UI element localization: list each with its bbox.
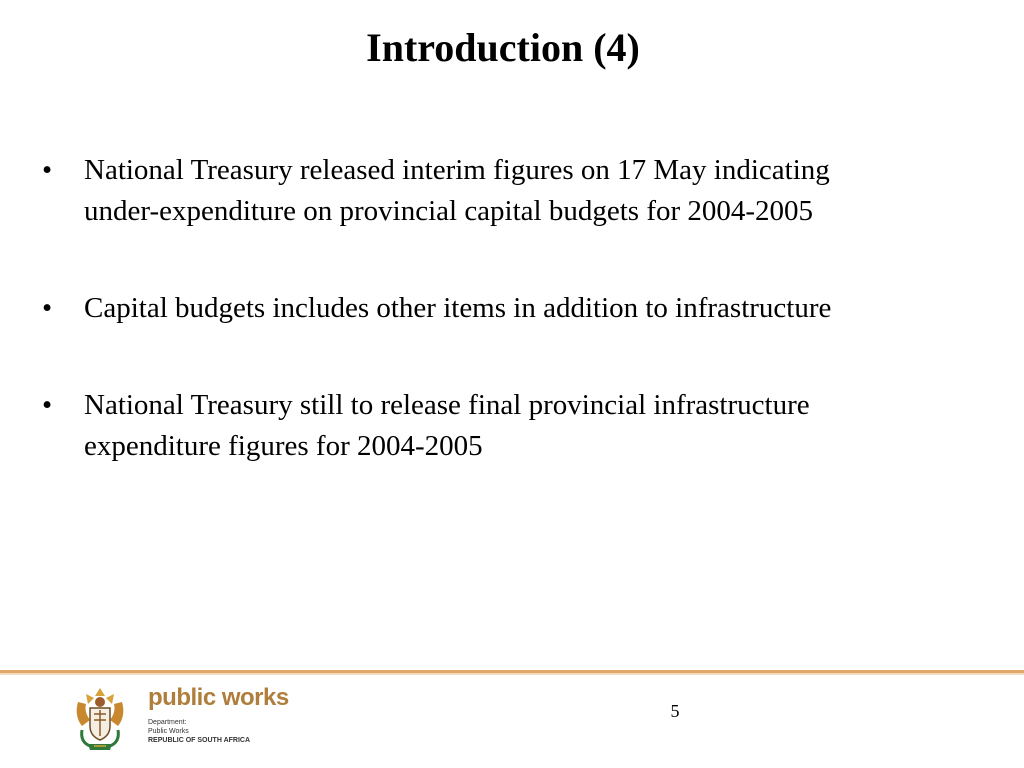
bullet-list — [42, 150, 902, 523]
bullet-text: National Treasury released interim figures on 17 May indicating under-expenditure on provincial capital budgets for 2004-2005 — [84, 154, 830, 227]
logo-department-name: Public Works — [148, 728, 189, 735]
footer-divider-shadow — [0, 673, 1024, 675]
bullet-item — [42, 385, 902, 467]
bullet-item — [42, 288, 902, 329]
public-works-logo — [72, 684, 292, 756]
bullet-marker: • — [42, 389, 53, 421]
bullet-marker: • — [42, 154, 53, 186]
bullet-item — [42, 150, 902, 232]
logo-country: REPUBLIC OF SOUTH AFRICA — [148, 737, 251, 744]
logo-wordmark: public works — [148, 684, 289, 711]
bullet-text: Capital budgets includes other items in addition to infrastructure — [84, 292, 832, 324]
coat-of-arms-icon — [72, 686, 128, 752]
slide-title: Introduction (4) — [366, 25, 640, 70]
bullet-marker: • — [42, 292, 53, 324]
logo-department-label: Department: — [148, 719, 187, 726]
page-number: 5 — [670, 701, 680, 721]
bullet-text: National Treasury still to release final provincial infrastructure expenditure figures for 2004-2005 — [84, 389, 810, 462]
